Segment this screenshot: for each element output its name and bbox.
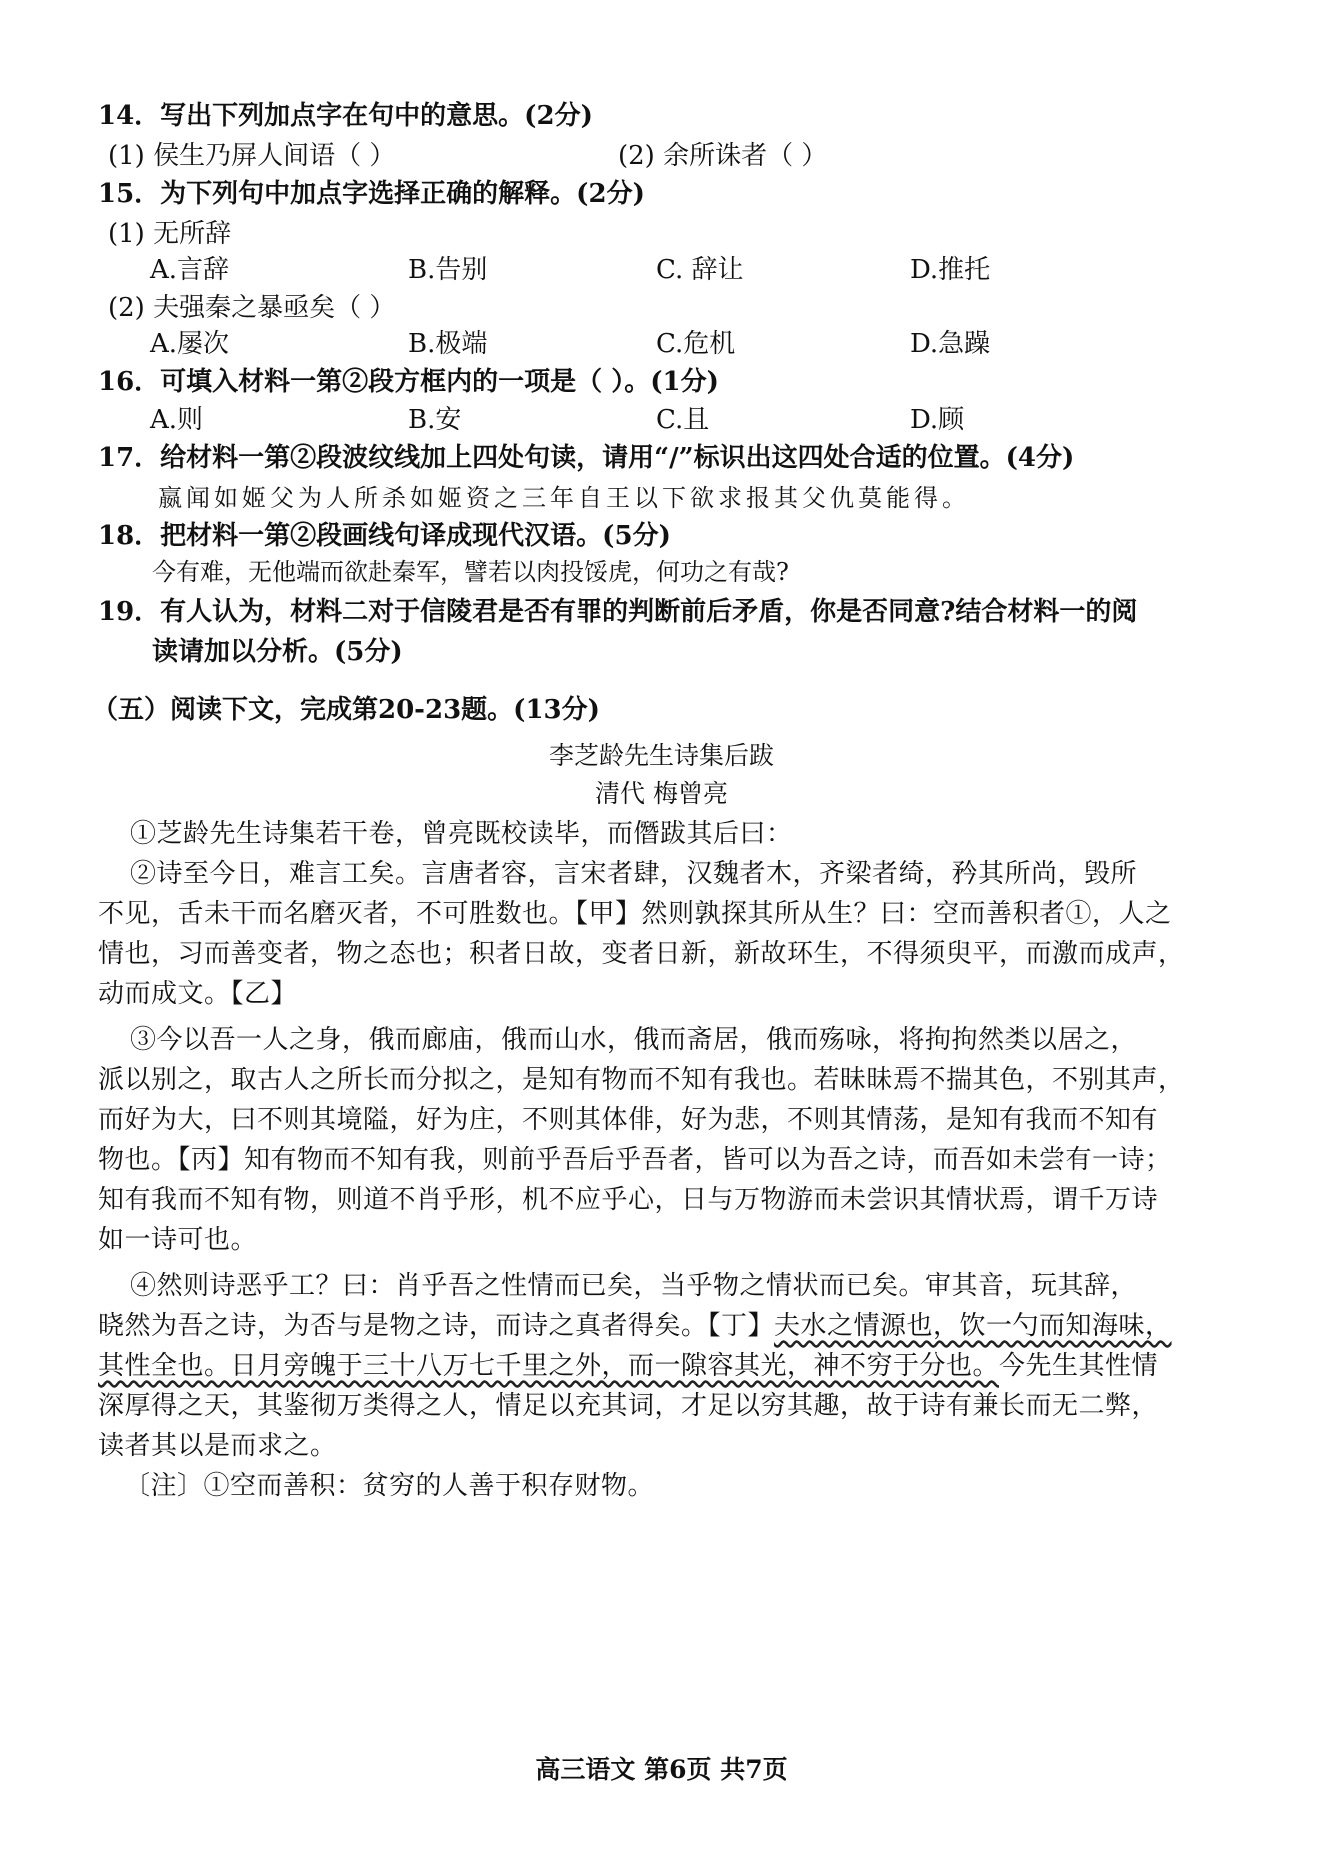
wavy-underlined-text: 其性全也。日月旁魄于三十八万七千里之外，而一隙容其光，神不穷于分也。 xyxy=(98,1351,1000,1381)
section5-header: （五）阅读下文，完成第20-23题。(13分) xyxy=(92,695,600,725)
paragraph-3-line: 知有我而不知有物，则道不肖乎形，机不应乎心，日与万物游而未尝识其情状焉，谓千万诗 xyxy=(98,1185,1159,1215)
q18-passage: 今有难，无他端而欲赴秦军，譬若以肉投馁虎，何功之有哉? xyxy=(152,558,789,586)
q16-option-d: D.顾 xyxy=(910,405,965,435)
q14-item1: (1) 侯生乃屏人间语（ ） xyxy=(108,141,396,171)
q19-line1: 19．有人认为，材料二对于信陵君是否有罪的判断前后矛盾，你是否同意?结合材料一的阅 xyxy=(98,597,1138,627)
q15-item2-option-a: A.屡次 xyxy=(150,329,230,359)
q15-item1-option-b: B.告别 xyxy=(408,255,488,285)
q15-item1-option-a: A.言辞 xyxy=(150,255,230,285)
q15-item2-option-c: C.危机 xyxy=(656,329,736,359)
paragraph-4-text: 今先生其性情 xyxy=(999,1351,1159,1381)
paragraph-2-line: 情也，习而善变者，物之态也；积者日故，变者日新，新故环生，不得须臾平，而激而成声， xyxy=(98,939,1185,969)
q17-passage: 嬴闻如姬父为人所杀如姬资之三年自王以下欲求报其父仇莫能得。 xyxy=(158,484,970,512)
paragraph-1: ①芝龄先生诗集若干卷，曾亮既校读毕，而僭跋其后曰： xyxy=(130,819,793,849)
q16-option-b: B.安 xyxy=(408,405,462,435)
q15-item1: (1) 无所辞 xyxy=(108,219,232,249)
q15-item2: (2) 夫强秦之暴亟矣（ ） xyxy=(108,293,396,323)
q16-option-a: A.则 xyxy=(150,405,204,435)
q15-item2-option-d: D.急躁 xyxy=(910,329,991,359)
paragraph-3-line: 而好为大，曰不则其境隘，好为庄，不则其体俳，好为悲，不则其情荡，是知有我而不知有 xyxy=(98,1105,1159,1135)
paragraph-3-line: 如一诗可也。 xyxy=(98,1225,258,1255)
wavy-underlined-text: 夫水之情源也，饮一勺而知海味， xyxy=(774,1311,1172,1341)
page-footer: 高三语文 第6页 共7页 xyxy=(535,1755,788,1784)
footnote: 〔注〕①空而善积：贫穷的人善于积存财物。 xyxy=(124,1471,655,1501)
essay-author: 清代 梅曾亮 xyxy=(595,779,728,808)
q14-item2: (2) 余所诛者（ ） xyxy=(618,141,828,171)
paragraph-2-line: ②诗至今日，难言工矣。言唐者容，言宋者肆，汉魏者木，齐梁者绮，矜其所尚，毁所 xyxy=(130,859,1138,889)
paragraph-2-line: 动而成文。【乙】 xyxy=(98,979,298,1009)
q16-option-c: C.且 xyxy=(656,405,710,435)
paragraph-4-line: ④然则诗恶乎工？曰：肖乎吾之性情而已矣，当乎物之情状而已矣。审其音，玩其辞， xyxy=(130,1271,1138,1301)
q19-line2: 读请加以分析。(5分) xyxy=(152,637,403,667)
q15-title: 15．为下列句中加点字选择正确的解释。(2分) xyxy=(98,179,645,209)
q14-title: 14．写出下列加点字在句中的意思。(2分) xyxy=(98,101,593,131)
paragraph-3-line: 派以别之，取古人之所长而分拟之，是知有物而不知有我也。若昧昧焉不揣其色，不别其声， xyxy=(98,1065,1185,1095)
paragraph-4-line xyxy=(98,1308,1172,1344)
paragraph-4-line xyxy=(98,1348,1158,1384)
paragraph-4-text: 晓然为吾之诗，为否与是物之诗，而诗之真者得矣。【丁】 xyxy=(98,1311,775,1341)
paragraph-3-line: 物也。【丙】知有物而不知有我，则前乎吾后乎吾者，皆可以为吾之诗，而吾如未尝有一诗； xyxy=(98,1145,1172,1175)
q15-item1-option-c: C. 辞让 xyxy=(656,255,744,285)
paragraph-2-line: 不见，舌未干而名磨灭者，不可胜数也。【甲】然则孰探其所从生？曰：空而善积者①，人之 xyxy=(98,899,1172,929)
essay-title: 李芝龄先生诗集后跋 xyxy=(548,741,774,770)
q15-item1-option-d: D.推托 xyxy=(910,255,991,285)
paragraph-4-line: 读者其以是而求之。 xyxy=(98,1431,337,1461)
q17-title: 17．给材料一第②段波纹线加上四处句读，请用“/”标识出这四处合适的位置。(4分) xyxy=(98,443,1075,473)
q15-item2-option-b: B.极端 xyxy=(408,329,488,359)
paragraph-3-line: ③今以吾一人之身，俄而廊庙，俄而山水，俄而斋居，俄而殇咏，将拘拘然类以居之， xyxy=(130,1025,1138,1055)
paragraph-4-line: 深厚得之天，其鉴彻万类得之人，情足以充其词，才足以穷其趣，故于诗有兼长而无二弊， xyxy=(98,1391,1159,1421)
q16-title: 16．可填入材料一第②段方框内的一项是（ ）。(1分) xyxy=(98,367,719,397)
q18-title: 18．把材料一第②段画线句译成现代汉语。(5分) xyxy=(98,521,671,551)
